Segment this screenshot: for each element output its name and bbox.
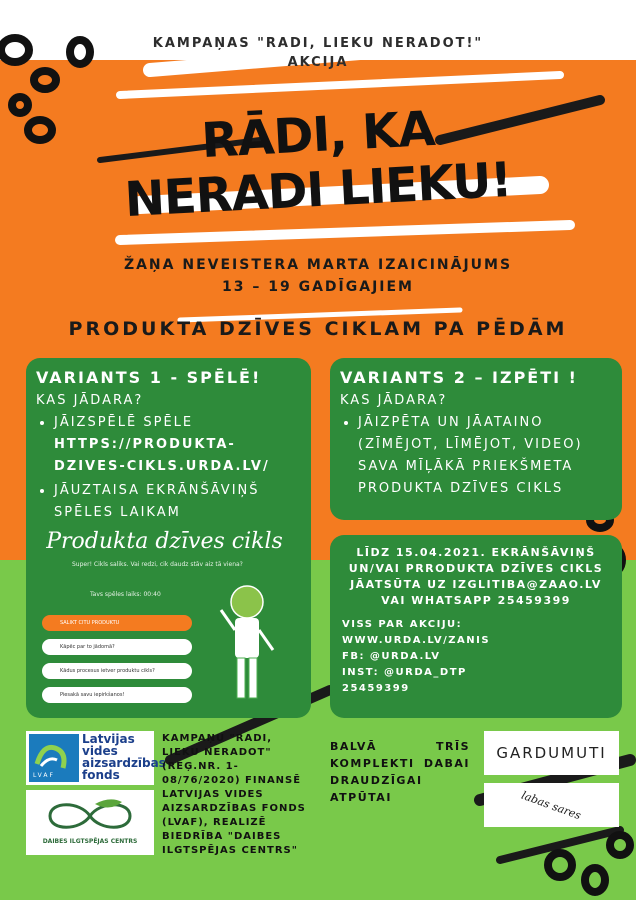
broccoli-character-illustration [207,580,287,710]
variant2-what: KAS JĀDARA? [340,393,448,408]
lvaf-logo [26,731,166,785]
game-option-4: Piesakā savu iepirkšanos! [42,687,192,703]
title-line1: RĀDI, KA [200,100,436,170]
variant1-title: VARIANTS 1 - SPĒLĒ! [36,368,262,387]
campaign-line: KAMPAŅAS "RADI, LIEKU NERADOT!" [152,36,484,51]
game-option-3: Kādus procesus ietver produktu cikls? [42,663,192,679]
game-subtitle: Super! Cikls saliks. Vai redzi, cik daudz stāv aiz tā viena? [72,561,243,568]
game-screenshot [32,525,297,715]
gardumuti-logo [484,731,619,775]
daibes-name: DAIBES ILGTSPĒJAS CENTRS [42,838,138,845]
variant1-bullet1 [54,412,301,478]
variant2-title: VARIANTS 2 – IZPĒTI ! [340,368,578,387]
variant1-bullet1-prefix: JĀIZSPĒLĒ SPĒLE [54,415,194,430]
deadline-text: LĪDZ 15.04.2021. EKRĀNŠĀVIŅŠ UN/VAI PRRODUKTA DZĪVES CIKLS JĀATSŪTA UZ IZGLITIBA@ZAAO.LV VAI WHATSAPP 25459399 [348,546,604,607]
lvaf-abbr: LVAF [33,772,55,779]
prize-text: BALVĀ TRĪS KOMPLEKTI DABAI DRAUDZĪGAI ATPŪTAI [330,740,470,804]
lvaf-line2: vides [82,744,118,758]
challenge-line: ŽAŅA NEVEISTERA MARTA IZAICINĀJUMS [123,257,513,273]
info-phone: 25459399 [342,683,410,694]
game-time: Tavs spēles laiks: 00:40 [90,591,161,598]
deadline-panel [330,535,622,718]
infinity-leaf-icon [40,796,140,836]
lvaf-line1: Latvijas [82,732,135,746]
variant1-what: KAS JĀDARA? [36,393,144,408]
info-website[interactable]: VISS PAR AKCIJU: WWW.URDA.LV/ZANIS [342,619,491,646]
variant1-bullet2: • JĀUZTAISA EKRĀNŠĀVIŅŠ SPĒLES LAIKAM [54,480,301,524]
game-url-link[interactable]: HTTPS://PRODUKTA-DZIVES-CIKLS.URDA.LV/ [54,437,270,474]
action-line: AKCIJA [287,55,349,70]
title-line2: NERADI LIEKU! [123,151,513,229]
daibes-logo [26,790,154,855]
labas-sares-logo [484,783,619,827]
variant2-bullet1: • JĀIZPĒTA UN JĀATAINO (ZĪMĒJOT, LĪMĒJOT, VIDEO) SAVA MĪĻĀKĀ PRIEKŠMETA PRODUKTA DZĪVES CIKLS [358,412,612,500]
variant2-panel [330,358,622,520]
game-option-2: Kāpēc par to jādomā? [42,639,192,655]
labas-sares-text: labas sares [519,788,584,822]
funding-text: KAMPAŅU "RADI, LIEKU NERADOT" (REĢ.NR. 1-08/76/2020) FINANSĒ LATVIJAS VIDES AIZSARDZĪBAS FONDS (LVAF), REALIZĒ BIEDRĪBA "DAIBES ILGTSPĒJAS CENTRS" [162,733,306,856]
main-heading: PRODUKTA DZĪVES CIKLAM PA PĒDĀM [68,318,568,340]
info-instagram[interactable]: INST: @URDA_DTP [342,667,467,678]
game-option-1: SALIKT CITU PRODUKTU [42,615,192,631]
lvaf-line4: fonds [82,768,120,782]
age-line: 13 – 19 GADĪGAJIEM [222,279,414,295]
info-facebook[interactable]: FB: @URDA.LV [342,651,441,662]
game-title: Produkta dzīves cikls [46,529,283,554]
gardumuti-text: GARDUMUTI [496,744,607,762]
lvaf-line3: aizsardzības [82,756,166,770]
